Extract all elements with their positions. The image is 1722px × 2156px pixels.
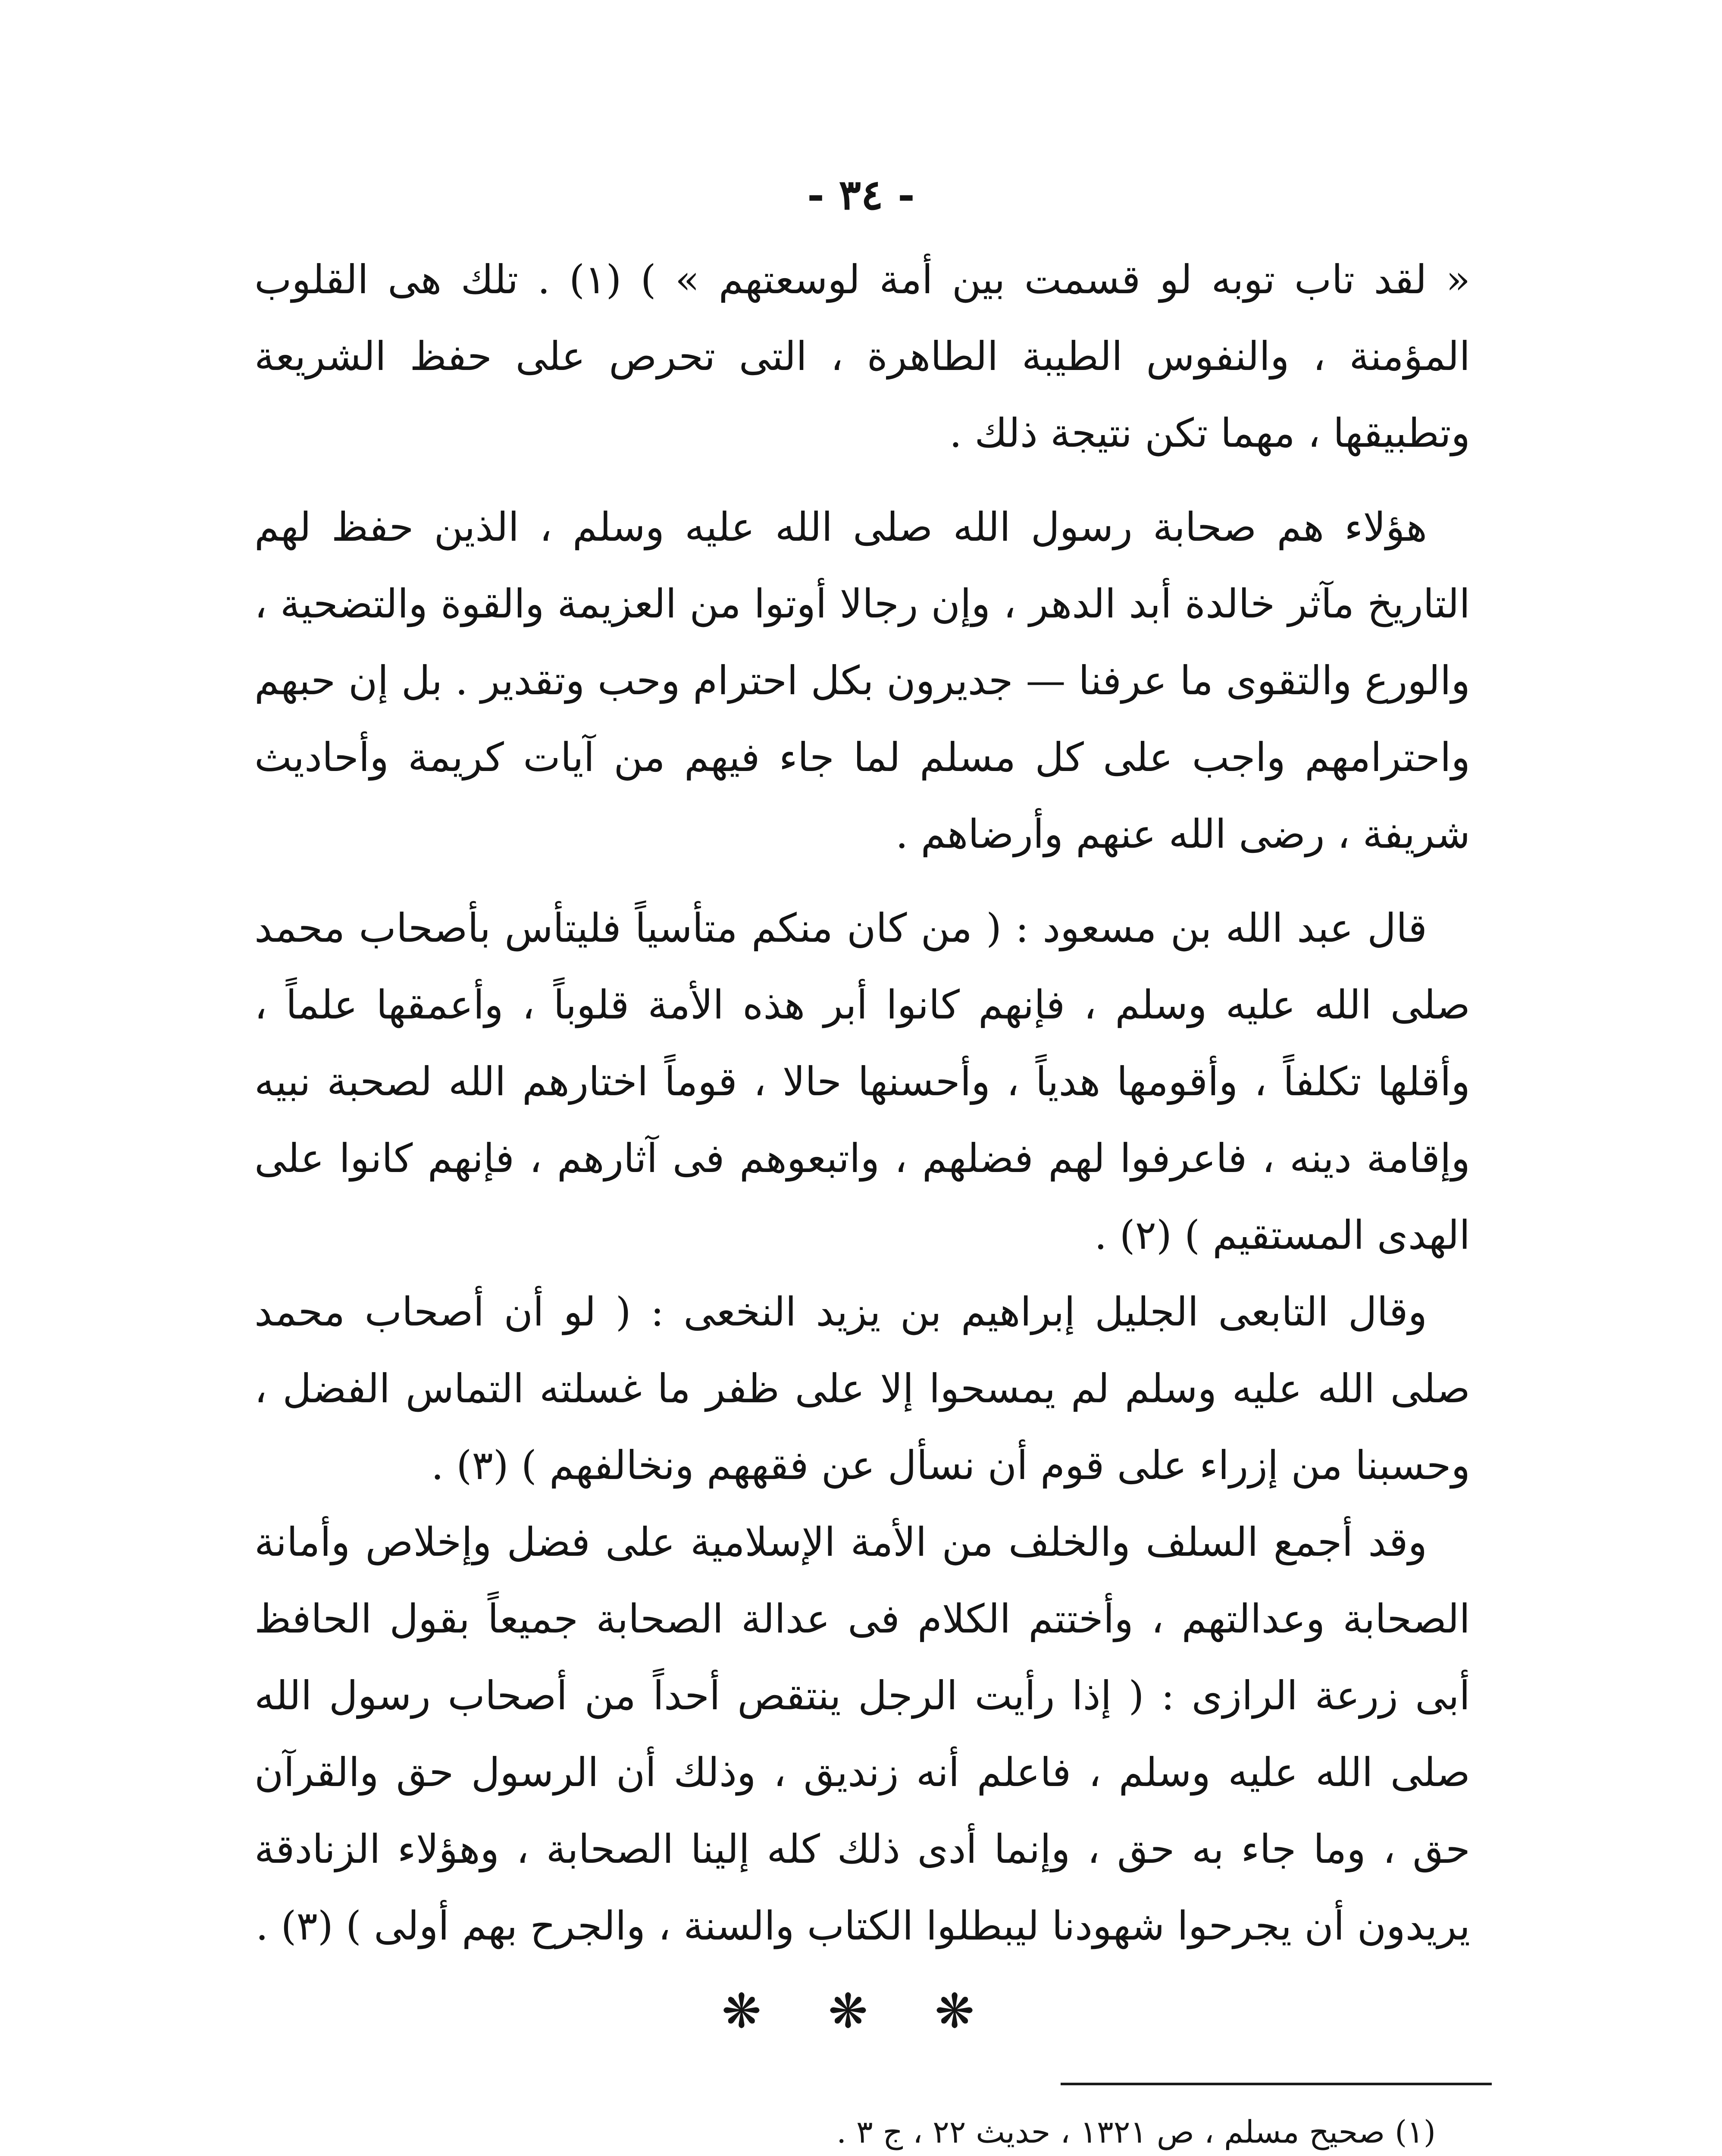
paragraph-2: هؤلاء هم صحابة رسول الله صلى الله عليه وسلم ، الذين حفظ لهم التاريخ مآثر خالدة أبد الدهر ، وإن رجالا أوتوا من العزيمة والقوة والتضحية ، والورع والتقوى ما عرفنا — جديرون بكل احترام وحب وتقدير . بل إن حبهم واحترامهم واجب على كل مسلم لما جاء فيهم من آيات كريمة وأحاديث شريفة ، رضى الله عنهم وأرضاهم . — [254, 504, 1470, 857]
paragraph-1: « لقد تاب توبه لو قسمت بين أمة لوسعتهم » ) (١) . تلك هى القلوب المؤمنة ، والنفوس الطيبة الطاهرة ، التى تحرص على حفظ الشريعة وتطبيقها ، مهما تكن نتيجة ذلك . — [254, 257, 1470, 456]
main-text — [254, 241, 1470, 1965]
paragraph-5: وقد أجمع السلف والخلف من الأمة الإسلامية على فضل وإخلاص وأمانة الصحابة وعدالتهم ، وأختتم الكلام فى عدالة الصحابة جميعاً بقول الحافظ أبى زرعة الرازى : ( إذا رأيت الرجل ينتقص أحداً من أصحاب رسول الله صلى الله عليه وسلم ، فاعلم أنه زنديق ، وذلك أن الرسول حق والقرآن حق ، وما جاء به حق ، وإنما أدى ذلك كله إلينا الصحابة ، وهؤلاء الزنادقة يريدون أن يجرحوا شهودنا ليبطلوا الكتاب والسنة ، والجرح بهم أولى ) (٣) . — [254, 1519, 1470, 1949]
page-number: - ٣٤ - — [807, 170, 915, 219]
footnote-1: (١) صحيح مسلم ، ص ١٣٢١ ، حديث ٢٢ ، ج ٣ . — [836, 2114, 1436, 2150]
section-separator: ❋ ❋ ❋ — [721, 1984, 1001, 2039]
paragraph-4: وقال التابعى الجليل إبراهيم بن يزيد النخعى : ( لو أن أصحاب محمد صلى الله عليه وسلم لم يمسحوا إلا على ظفر ما غسلته التماس الفضل ، وحسبنا من إزراء على قوم أن نسأل عن فقههم ونخالفهم ) (٣) . — [254, 1289, 1470, 1489]
footnotes — [254, 2104, 1470, 2156]
paragraph-3: قال عبد الله بن مسعود : ( من كان منكم متأسياً فليتأس بأصحاب محمد صلى الله عليه وسلم ، فإنهم كانوا أبر هذه الأمة قلوباً ، وأعمقها علماً ، وأقلها تكلفاً ، وأقومها هدياً ، وأحسنها حالا ، قوماً اختارهم الله لصحبة نبيه وإقامة دينه ، فاعرفوا لهم فضلهم ، واتبعوهم فى آثارهم ، فإنهم كانوا على الهدى المستقيم ) (٢) . — [254, 905, 1470, 1258]
footnote-divider — [1061, 2083, 1492, 2085]
